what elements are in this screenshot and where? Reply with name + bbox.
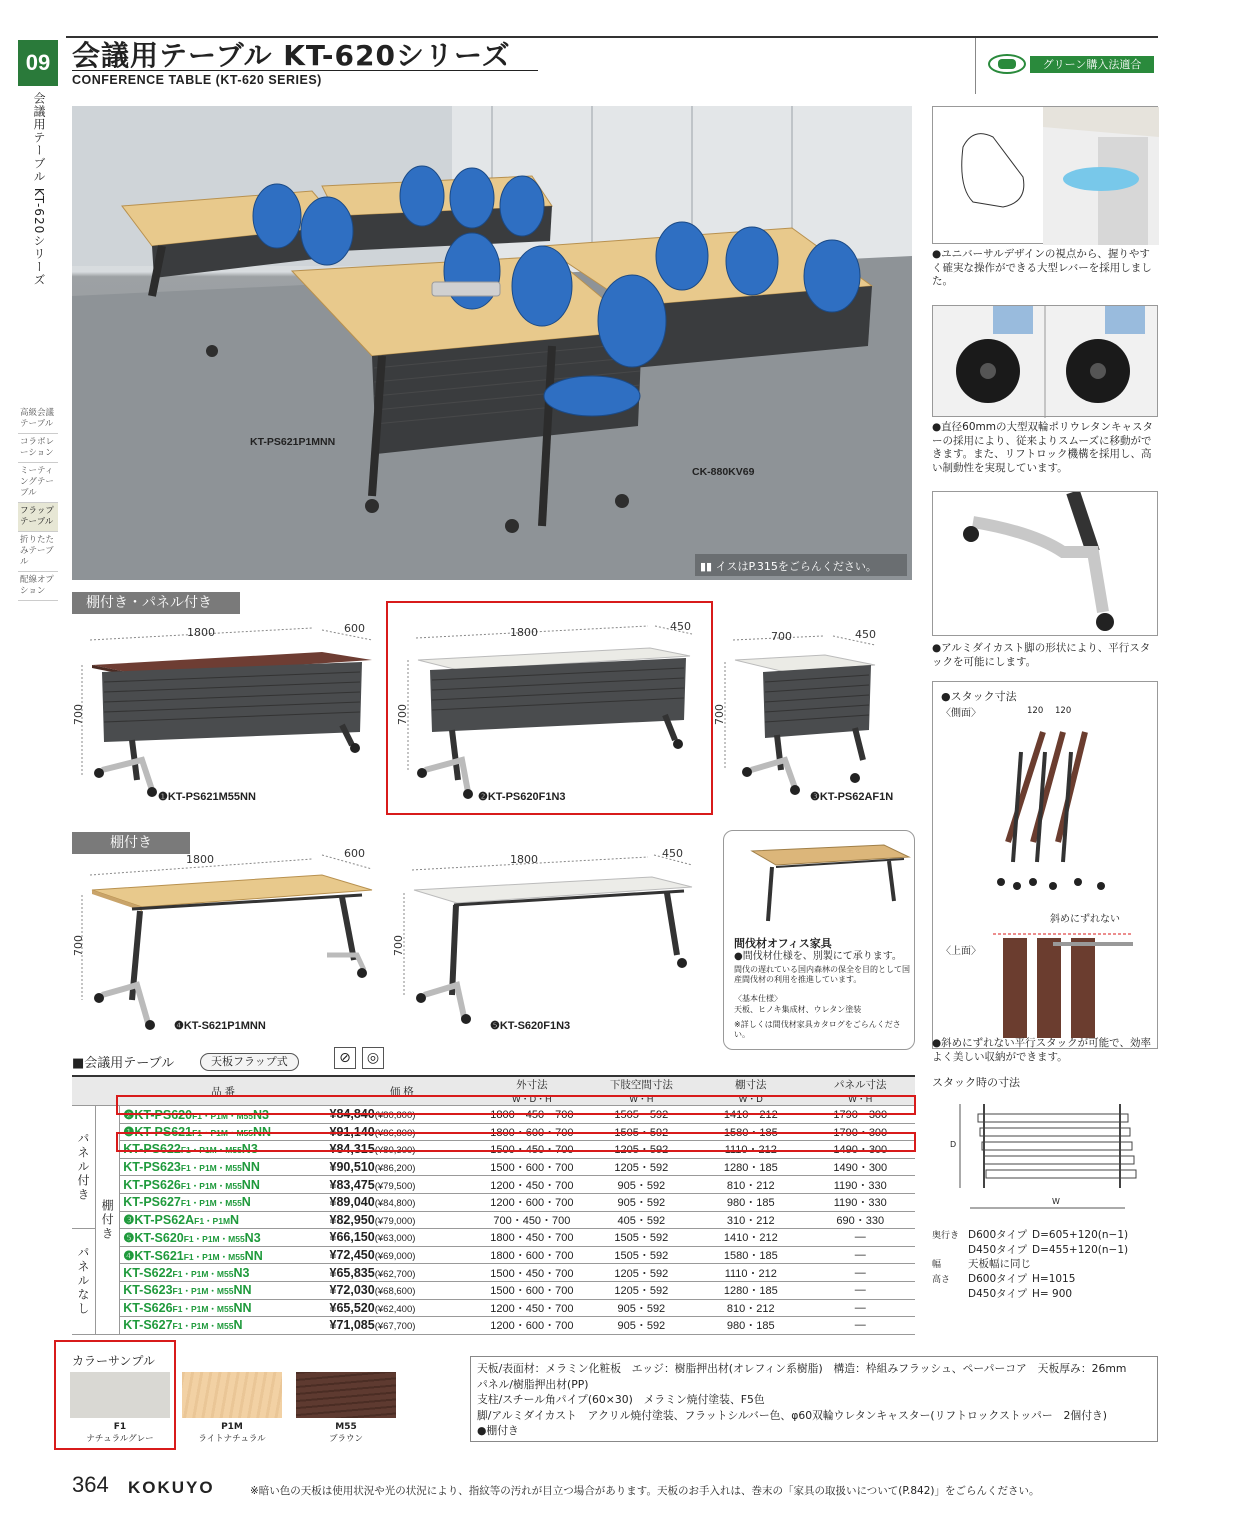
dim-depth: 450 [670,620,691,633]
figure-caption: ❶KT-PS621M55NN [158,791,256,803]
price: ¥65,520(¥62,400) [327,1299,478,1317]
stack-dim-title: スタック時の寸法 [932,1076,1020,1089]
side-nav-item[interactable]: 配線オプション [18,572,58,601]
dim-width: 1800 [187,626,215,639]
price: ¥71,085(¥67,700) [327,1317,478,1335]
swatch-color [182,1372,282,1418]
material-line: ●棚付き [477,1424,519,1437]
swatch-name: ブラウン [328,1434,363,1444]
green-logo-icon [988,54,1026,74]
stack-title: ●スタック寸法 [941,690,1017,703]
stack-dim-w: W [1052,1197,1060,1206]
stack-dimension-diagram [940,1096,1160,1226]
material-line: パネル/樹脂押出材(PP) [477,1377,589,1391]
page-number: 364 [72,1472,109,1497]
dim-leg: 1505・592 [587,1246,696,1264]
chapter-vertical-title: 会議用テーブル KT-620シリーズ [32,92,46,287]
feature-photo-caster [932,305,1158,417]
product-code: KT-PS623F1・P1M・M55NN [120,1158,327,1176]
photo-label-table: KT-PS621P1MNN [250,436,336,448]
dim-outer: 1500・450・700 [477,1264,586,1282]
dim-shelf: 1410・212 [696,1229,805,1247]
dim-leg: 905・592 [587,1299,696,1317]
price: ¥91,140(¥86,800) [327,1123,478,1141]
color-sample-title: カラーサンプル [72,1354,155,1368]
section-label-panel: 棚付き・パネル付き [72,592,240,614]
price: ¥72,030(¥68,600) [327,1281,478,1299]
figure-caption: ❺KT-S620F1N3 [490,1020,571,1032]
dim-leg: 905・592 [587,1317,696,1335]
photo-label-chair: CK-880KV69 [692,466,755,478]
feature-photo-lever [932,106,1158,244]
dim-leg: 905・592 [587,1193,696,1211]
dim-outer: 1800・450・700 [477,1106,586,1124]
stack-dim-2: 120 [1055,706,1072,716]
figure-5 [392,845,712,1040]
dim-shelf: 980・185 [696,1193,805,1211]
stack-side-label: 〈側面〉 [941,708,981,719]
dim-leg: 1505・592 [587,1229,696,1247]
caster-icon: ◎ [362,1047,384,1069]
thinning-wood-box [723,830,915,1050]
th-sub: W・D [696,1092,805,1106]
dim-panel: 1490・300 [806,1141,915,1159]
dim-leg: 1205・592 [587,1264,696,1282]
dim-depth: 600 [344,847,365,860]
price: ¥83,475(¥79,500) [327,1176,478,1194]
price: ¥84,840(¥80,800) [327,1106,478,1124]
table-row [72,1299,915,1317]
dim-outer: 1200・600・700 [477,1193,586,1211]
dim-panel: 1190・330 [806,1193,915,1211]
thinning-p1: ●間伐材仕様を、別製にて承ります。 [734,951,902,962]
th-leg: 下肢空間寸法 [587,1076,696,1092]
th-sub: W・H [806,1092,915,1106]
dim-width: 1800 [510,853,538,866]
th-outer: 外寸法 [477,1076,586,1092]
stack-dim-1: 120 [1027,706,1044,716]
product-code: KT-S627F1・P1M・M55N [120,1317,327,1335]
swatch-color [296,1372,396,1418]
table-row [72,1193,915,1211]
subgroup-label: 棚付き [96,1106,120,1335]
dim-height: 700 [396,704,409,725]
dim-outer: 1800・600・700 [477,1246,586,1264]
thinning-title: 間伐材オフィス家具 [734,937,832,950]
page-subtitle: CONFERENCE TABLE (KT-620 SERIES) [72,73,322,87]
table-heading: ■会議用テーブル [72,1056,175,1071]
side-nav-item-active[interactable]: フラップテーブル [18,503,58,532]
dim-outer: 1800・600・700 [477,1123,586,1141]
table-row [72,1246,915,1264]
swatch-name: ライトナチュラル [198,1434,266,1444]
price: ¥90,510(¥86,200) [327,1158,478,1176]
dim-outer: 1800・450・700 [477,1229,586,1247]
product-code: ❹KT-S621F1・P1M・M55NN [120,1246,327,1264]
dim-shelf: 810・212 [696,1176,805,1194]
dim-height: 700 [72,704,85,725]
side-nav [18,405,58,601]
dim-shelf: 1410・212 [696,1106,805,1124]
dim-height: 700 [392,935,405,956]
price: ¥65,835(¥62,700) [327,1264,478,1282]
product-code: KT-PS622F1・P1M・M55N3 [120,1141,327,1159]
dim-leg: 1205・592 [587,1141,696,1159]
dim-outer: 1500・600・700 [477,1281,586,1299]
swatch-code: M55 [335,1422,357,1432]
dim-outer: 1500・600・700 [477,1158,586,1176]
dim-outer: 1200・600・700 [477,1317,586,1335]
swatch-name: ナチュラルグレー [86,1434,154,1444]
dim-panel: 1490・300 [806,1158,915,1176]
dim-shelf: 1580・185 [696,1123,805,1141]
stack-box [932,681,1158,1049]
side-nav-item[interactable]: 折りたたみテーブル [18,532,58,572]
figure-caption: ❹KT-S621P1MNN [174,1020,266,1032]
dim-leg: 1505・592 [587,1106,696,1124]
dim-panel: — [806,1299,915,1317]
dim-panel: — [806,1246,915,1264]
photo-note: ▮▮ イスはP.315をごらんください。 [700,560,877,573]
dim-outer: 1200・450・700 [477,1176,586,1194]
color-swatches [70,1372,410,1452]
dim-panel: — [806,1264,915,1282]
dim-depth: 600 [344,622,365,635]
hero-photo [72,106,912,580]
dim-outer: 1500・450・700 [477,1141,586,1159]
dim-outer: 700・450・700 [477,1211,586,1229]
product-code: ❸KT-PS62AF1・P1MN [120,1211,327,1229]
group-label: パネルなし [72,1229,96,1335]
dim-width: 1800 [510,626,538,639]
dim-shelf: 310・212 [696,1211,805,1229]
feature-text-1: ●ユニバーサルデザインの視点から、握りやすく確実な操作ができる大型レバーを採用しました。 [932,248,1152,287]
dim-height: 700 [713,704,726,725]
side-nav-item[interactable]: コラボレーション [18,434,58,463]
row-highlight-2 [116,1132,916,1152]
product-code: KT-S626F1・P1M・M55NN [120,1299,327,1317]
dim-width: 1800 [186,853,214,866]
price: ¥89,040(¥84,800) [327,1193,478,1211]
dim-shelf: 1280・185 [696,1158,805,1176]
book-icon: ▮▮ [700,560,716,573]
dim-panel: 690・330 [806,1211,915,1229]
dim-shelf: 1110・212 [696,1141,805,1159]
figure-caption: ❸KT-PS62AF1N [810,791,894,803]
title-rule [72,70,538,71]
figure-caption: ❷KT-PS620F1N3 [478,791,566,803]
dim-shelf: 980・185 [696,1317,805,1335]
table-row [72,1176,915,1194]
dim-leg: 1505・592 [587,1123,696,1141]
th-sub: W・H [587,1092,696,1106]
stack-top-label: 〈上面〉 [941,946,981,957]
table-row [72,1211,915,1229]
chapter-number: 09 [18,40,58,86]
product-code: KT-S622F1・P1M・M55N3 [120,1264,327,1282]
dim-panel: — [806,1229,915,1247]
footnote: ※暗い色の天板は使用状況や光の状況により、指紋等の汚れが目立つ場合があります。天板のお手入れは、巻末の「家具の取扱いについて(P.842)」をごらんください。 [250,1485,1040,1497]
dim-panel: 1190・330 [806,1176,915,1194]
swatch-p1m[interactable] [182,1372,282,1444]
product-code: ❶KT-PS621F1・P1M・M55NN [120,1123,327,1141]
dim-leg: 405・592 [587,1211,696,1229]
figure-3 [715,620,915,815]
figure-4 [72,845,392,1040]
product-code: KT-PS627F1・P1M・M55N [120,1193,327,1211]
thinning-p2: 間伐の遅れている国内森林の保全を目的として国産間伐材の利用を推進しています。 [734,965,910,984]
dim-height: 700 [72,935,85,956]
th-blank [72,1076,120,1106]
material-line: 支柱/スチール角パイプ(60×30) メラミン焼付塗装、F5色 [477,1393,765,1406]
dim-shelf: 1580・185 [696,1246,805,1264]
price: ¥66,150(¥63,000) [327,1229,478,1247]
no-tool-icon: ⊘ [334,1047,356,1069]
dim-panel: 1790・300 [806,1106,915,1124]
dim-depth: 450 [855,628,876,641]
stack-oblique-label: 斜めにずれない [1050,914,1120,925]
price: ¥82,950(¥79,000) [327,1211,478,1229]
materials-box [470,1356,1158,1442]
figure-2 [390,620,710,815]
dim-shelf: 1280・185 [696,1281,805,1299]
page-title: 会議用テーブル KT-620シリーズ [72,39,511,72]
green-badge: グリーン購入法適合 [1030,56,1154,73]
th-code: 品 番 [120,1076,327,1106]
side-nav-item[interactable]: ミーティングテーブル [18,463,58,503]
dim-shelf: 1110・212 [696,1264,805,1282]
group-label: パネル付き [72,1106,96,1229]
th-panel: パネル寸法 [806,1076,915,1092]
swatch-code: F1 [113,1422,127,1432]
thinning-p5: ※詳しくは間伐材家具カタログをごらんください。 [734,1020,901,1039]
dim-shelf: 810・212 [696,1299,805,1317]
product-code: ❺KT-S620F1・P1M・M55N3 [120,1229,327,1247]
material-line: 脚/アルミダイカスト アクリル焼付塗装、フラットシルバー色、φ60双輪ウレタンキャスター(リフトロックストッパー 2個付き) [477,1408,1107,1422]
dim-panel: — [806,1281,915,1299]
dim-width: 700 [771,630,792,643]
table-row [72,1158,915,1176]
table-row [72,1229,915,1247]
figure-1 [72,620,382,815]
brand-logo: KOKUYO [128,1478,215,1497]
th-price: 価 格 [327,1076,478,1106]
stack-dim-d: D [950,1140,957,1149]
table-row [72,1264,915,1282]
table-row [72,1281,915,1299]
dim-panel: 1790・300 [806,1123,915,1141]
product-code: KT-PS626F1・P1M・M55NN [120,1176,327,1194]
dim-panel: — [806,1317,915,1335]
dim-outer: 1200・450・700 [477,1299,586,1317]
feature-text-3: ●アルミダイカスト脚の形状により、平行スタックを可能にします。 [932,642,1151,668]
price: ¥72,450(¥69,000) [327,1246,478,1264]
product-code: KT-S623F1・P1M・M55NN [120,1281,327,1299]
dim-leg: 1205・592 [587,1158,696,1176]
dim-leg: 905・592 [587,1176,696,1194]
flap-tag: 天板フラップ式 [200,1053,299,1071]
swatch-code: P1M [221,1422,243,1432]
feature-text-2: ●直径60mmの大型双輪ポリウレタンキャスターの採用により、従来よりスムーズに移動ができます。また、リフトロック機構を採用し、高い制動性を実現しています。 [932,421,1154,474]
row-highlight-1 [116,1095,916,1115]
dim-leg: 1205・592 [587,1281,696,1299]
table-row [72,1317,915,1335]
th-shelf: 棚寸法 [696,1076,805,1092]
swatch-f1[interactable] [70,1372,170,1444]
dim-depth: 450 [662,847,683,860]
swatch-m55[interactable] [296,1372,396,1444]
material-line: 天板/表面材：メラミン化粧板 エッジ：樹脂押出材(オレフィン系樹脂) 構造：枠組みフラッシュ、ペーパーコア 天板厚み：26mm [477,1362,1127,1375]
thinning-p4: 天板、ヒノキ集成材、ウレタン塗装 [734,1005,862,1014]
feature-photo-leg [932,491,1158,636]
stack-dim-table: 奥行き D600タイプ D=605+120(n−1) D450タイプ D=455+120(n−1) 幅 天板幅に同じ 高さ D600タイプ H=1015 D450タイプ H= 900 [932,1229,1129,1300]
price: ¥84,315(¥80,300) [327,1141,478,1159]
thinning-p3: 〈基本仕様〉 [734,994,782,1003]
side-nav-item[interactable]: 高級会議テーブル [18,405,58,434]
swatch-color [70,1372,170,1418]
stack-caption: ●斜めにずれない平行スタックが可能で、効率よく美しい収納ができます。 [932,1037,1151,1063]
th-sub: W・D・H [477,1092,586,1106]
section-label-shelf: 棚付き [72,832,190,854]
product-code: ❷KT-PS620F1・P1M・M55N3 [120,1106,327,1124]
